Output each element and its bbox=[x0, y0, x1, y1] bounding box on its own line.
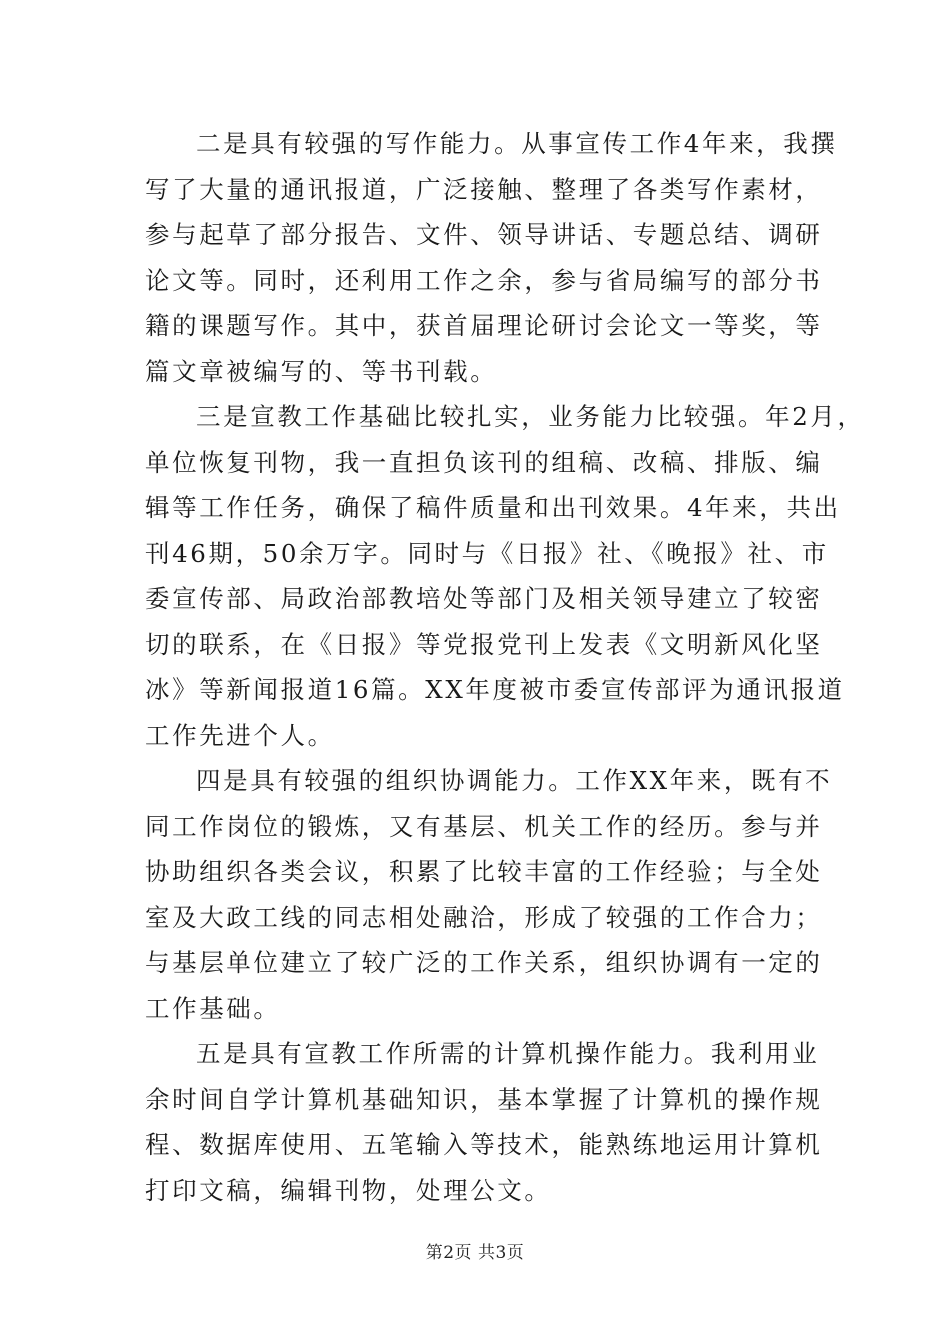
text-line: 委宣传部、局政治部教培处等部门及相关领导建立了较密 bbox=[145, 584, 823, 613]
text-line: 四是具有较强的组织协调能力。工作XX年来，既有不 bbox=[196, 766, 833, 795]
text-line: 同工作岗位的锻炼，又有基层、机关工作的经历。参与并 bbox=[145, 811, 823, 841]
document-body bbox=[145, 121, 865, 1213]
text-line: 参与起草了部分报告、文件、领导讲话、专题总结、调研 bbox=[145, 220, 823, 249]
text-line: 程、数据库使用、五笔输入等技术，能熟练地运用计算机 bbox=[145, 1130, 823, 1159]
paragraph-publicity-foundation bbox=[145, 394, 865, 758]
text-line: 工作基础。 bbox=[145, 993, 281, 1023]
text-line: 余时间自学计算机基础知识，基本掌握了计算机的操作规 bbox=[145, 1084, 823, 1114]
text-line: 三是宣教工作基础比较扎实，业务能力比较强。年2月， bbox=[196, 402, 865, 431]
text-line: 协助组织各类会议，积累了比较丰富的工作经验；与全处 bbox=[145, 857, 823, 886]
text-line: 单位恢复刊物，我一直担负该刊的组稿、改稿、排版、编 bbox=[145, 447, 823, 477]
text-line: 辑等工作任务，确保了稿件质量和出刊效果。4年来，共出 bbox=[145, 493, 841, 522]
text-line: 五是具有宣教工作所需的计算机操作能力。我利用业 bbox=[196, 1039, 820, 1068]
text-line: 论文等。同时，还利用工作之余，参与省局编写的部分书 bbox=[145, 265, 823, 295]
paragraph-coordination-ability bbox=[145, 758, 835, 1031]
text-line: 打印文稿，编辑刊物，处理公文。 bbox=[145, 1175, 552, 1205]
text-line: 切的联系，在《日报》等党报党刊上发表《文明新风化坚 bbox=[145, 629, 823, 659]
text-line: 工作先进个人。 bbox=[145, 720, 335, 750]
paragraph-writing-ability bbox=[145, 121, 838, 394]
text-line: 二是具有较强的写作能力。从事宣传工作4年来，我撰 bbox=[196, 129, 838, 158]
text-line: 籍的课题写作。其中，获首届理论研讨会论文一等奖，等 bbox=[145, 311, 823, 340]
paragraph-computer-skills bbox=[145, 1031, 835, 1213]
text-line: 与基层单位建立了较广泛的工作关系，组织协调有一定的 bbox=[145, 948, 823, 977]
text-line: 写了大量的通讯报道，广泛接触、整理了各类写作素材， bbox=[145, 174, 823, 204]
page-number-footer: 第2页 共3页 bbox=[425, 1243, 525, 1263]
text-line: 冰》等新闻报道16篇。XX年度被市委宣传部评为通讯报道 bbox=[145, 675, 845, 704]
text-line: 篇文章被编写的、等书刊载。 bbox=[145, 356, 498, 386]
text-line: 室及大政工线的同志相处融洽，形成了较强的工作合力； bbox=[145, 902, 823, 932]
text-line: 刊46期，50余万字。同时与《日报》社、《晚报》社、市 bbox=[145, 538, 829, 568]
